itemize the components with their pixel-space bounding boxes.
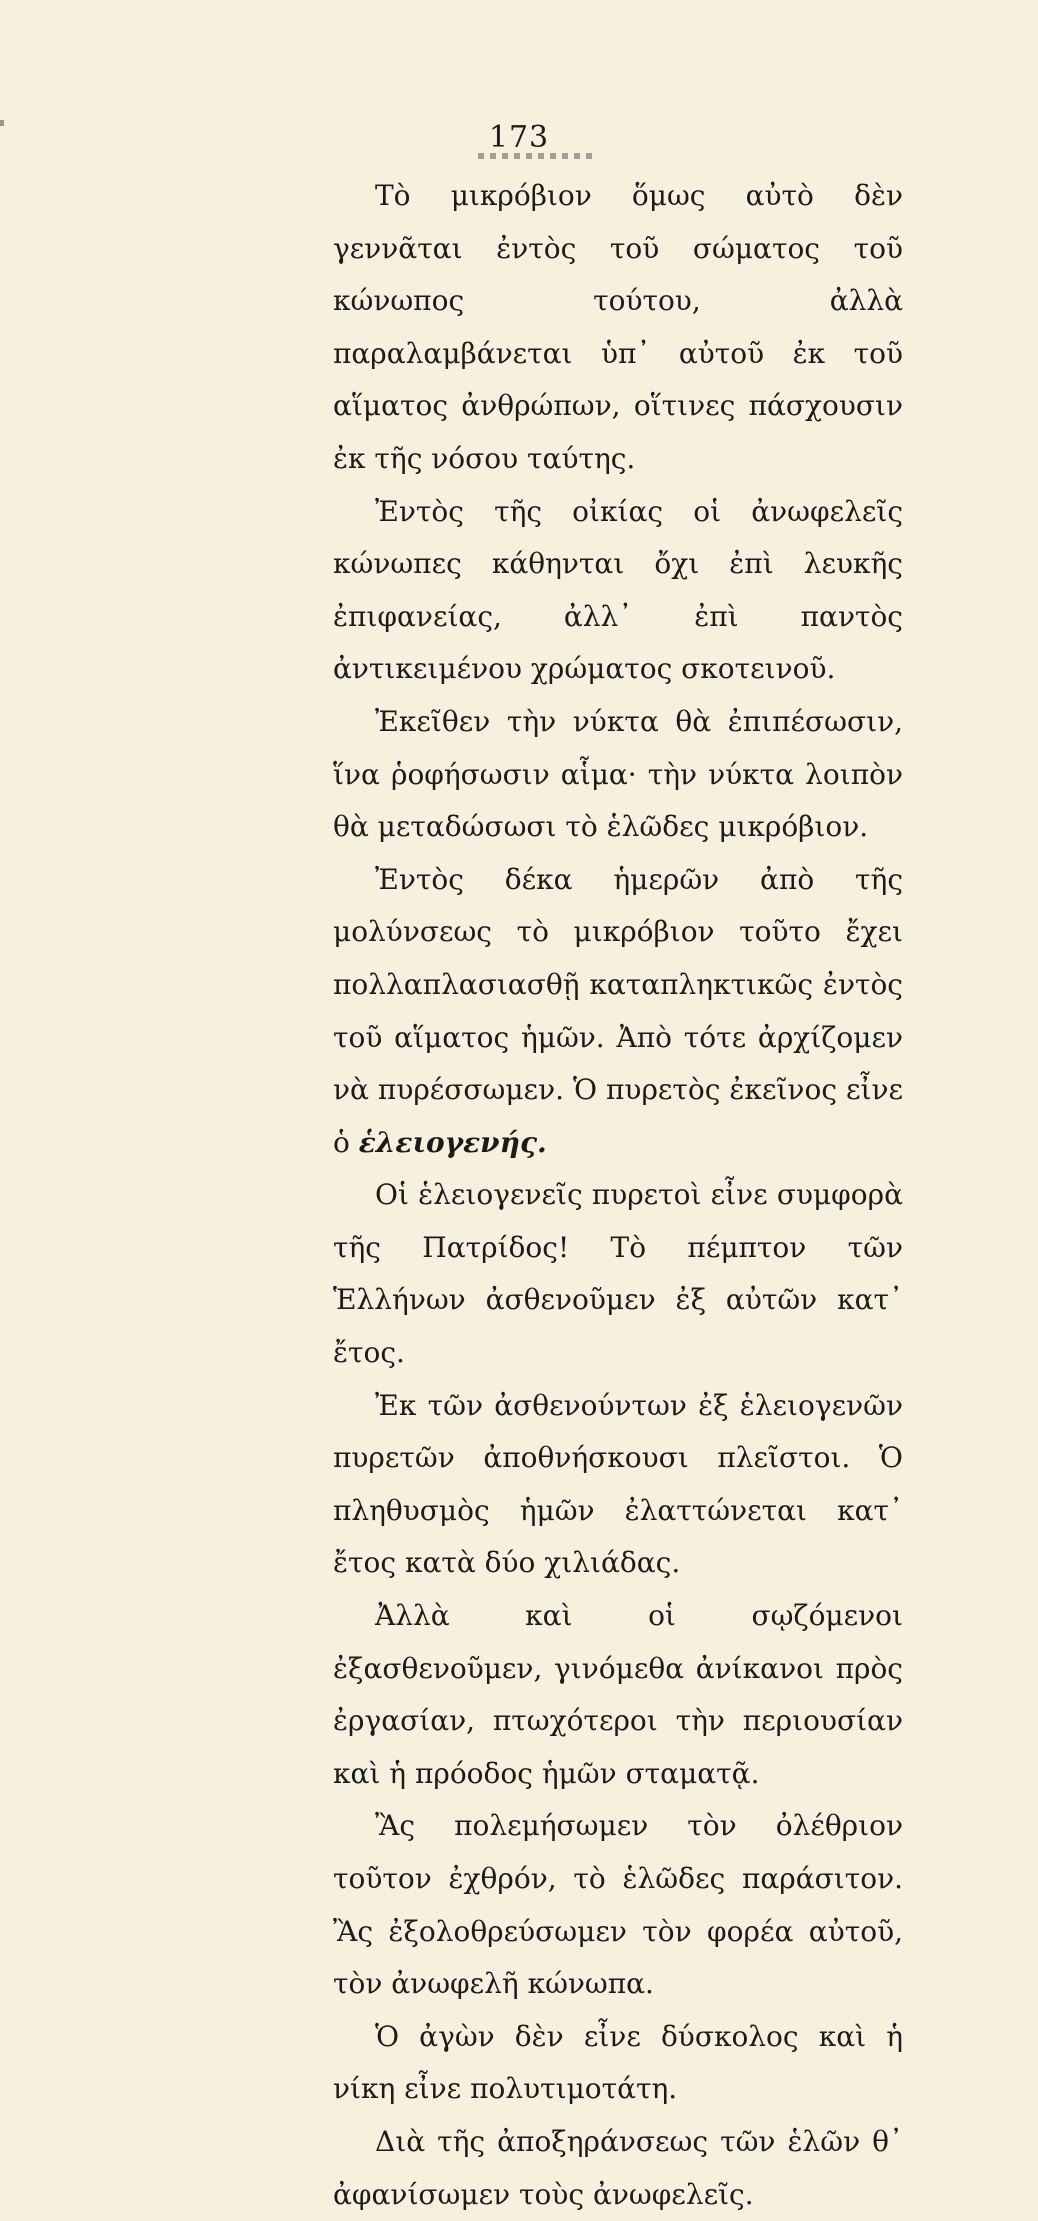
- page-number: 173: [488, 120, 550, 155]
- paragraph-2: Ἐντὸς τῆς οἰκίας οἱ ἀνωφελεῖς κώνωπες κάθηνται ὄχι ἐπὶ λευκῆς ἐπιφανείας, ἀλλ᾿ ἐπὶ παντὸς ἀντικειμένου χρώματος σκοτεινοῦ.: [333, 494, 903, 686]
- paragraph-8: Ἂς πολεμήσωμεν τὸν ὀλέθριον τοῦτον ἐχθρόν, τὸ ἑλῶδες παράσιτον. Ἂς ἐξολοθρεύσωμεν τὸν φορέα αὐτοῦ, τὸν ἀνωφελῆ κώνωπα.: [333, 1809, 903, 2001]
- paragraph-10: Διὰ τῆς ἀποξηράνσεως τῶν ἑλῶν θ᾿ ἀφανίσωμεν τοὺς ἀνωφελεῖς.: [333, 2124, 903, 2211]
- paragraph-5: Οἱ ἑλειογενεῖς πυρετοὶ εἶνε συμφορὰ τῆς Πατρίδος! Τὸ πέμπτον τῶν Ἑλλήνων ἀσθενοῦμεν ἐξ αὐτῶν κατ᾿ ἔτος.: [333, 1178, 903, 1370]
- emphasis-term: ἑλειογενής.: [358, 1125, 547, 1159]
- paragraph-3: Ἐκεῖθεν τὴν νύκτα θὰ ἐπιπέσωσιν, ἵνα ῥοφήσωσιν αἷμα· τὴν νύκτα λοιπὸν θὰ μεταδώσωσι τὸ ἑλῶδες μικρόβιον.: [333, 704, 903, 844]
- paragraph-1: Τὸ μικρόβιον ὅμως αὐτὸ δὲν γεννᾶται ἐντὸς τοῦ σώματος τοῦ κώνωπος τούτου, ἀλλὰ παραλαμβάνεται ὑπ᾿ αὐτοῦ ἐκ τοῦ αἵματος ἀνθρώπων, οἵτινες πάσχουσιν ἐκ τῆς νόσου ταύτης.: [333, 179, 903, 475]
- paragraph-7: Ἀλλὰ καὶ οἱ σῳζόμενοι ἐξασθενοῦμεν, γινόμεθα ἀνίκανοι πρὸς ἐργασίαν, πτωχότεροι τὴν περιουσίαν καὶ ἡ πρόοδος ἡμῶν σταματᾷ.: [333, 1599, 903, 1790]
- paragraph-6: Ἐκ τῶν ἀσθενούντων ἐξ ἑλειογενῶν πυρετῶν ἀποθνήσκουσι πλεῖστοι. Ὁ πληθυσμὸς ἡμῶν ἐλαττώνεται κατ᾿ ἔτος κατὰ δύο χιλιάδας.: [333, 1388, 903, 1580]
- page-number-ornament: [478, 153, 598, 159]
- paragraph-4: [333, 854, 903, 1170]
- paragraph-4-text: Ἐντὸς δέκα ἡμερῶν ἀπὸ τῆς μολύνσεως τὸ μικρόβιον τοῦτο ἔχει πολλαπλασιασθῇ καταπληκτικῶς ἐντὸς τοῦ αἵματος ἡμῶν. Ἀπὸ τότε ἀρχίζομεν νὰ πυρέσσωμεν. Ὁ πυρετὸς ἐκεῖνος εἶνε ὁ: [333, 862, 903, 1159]
- paragraph-9: Ὁ ἀγὼν δὲν εἶνε δύσκολος καὶ ἡ νίκη εἶνε πολυτιμοτάτη.: [333, 2019, 903, 2106]
- body-text: [333, 170, 903, 2221]
